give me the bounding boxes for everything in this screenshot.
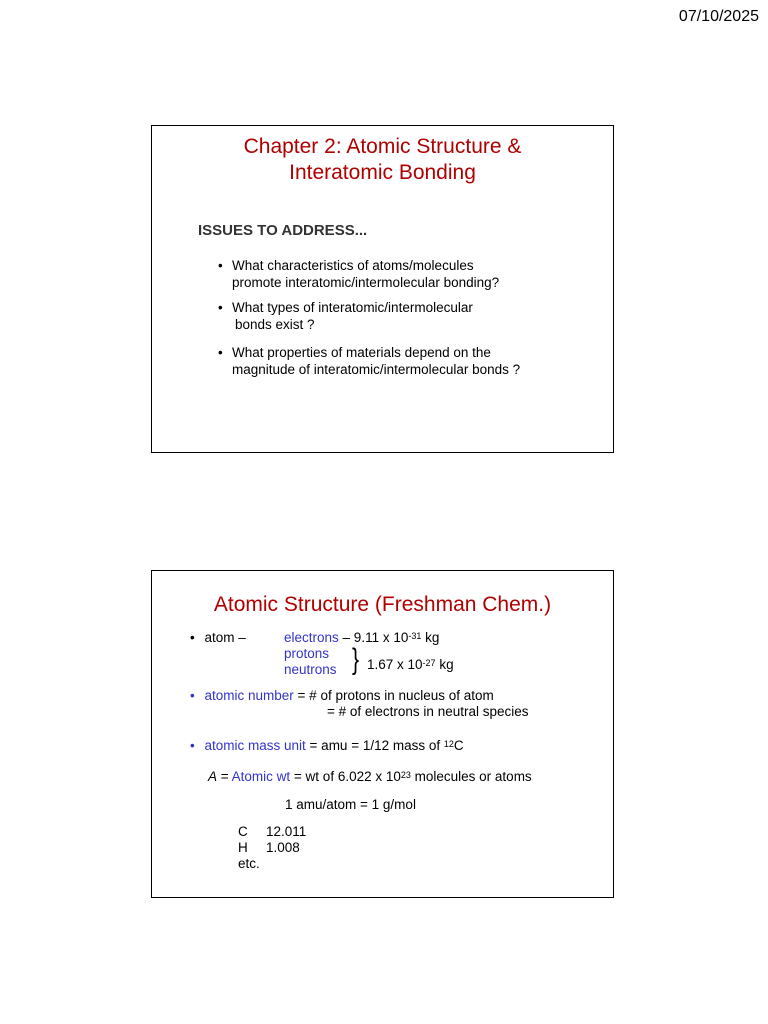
electrons-kg: kg [421, 630, 440, 645]
slide-1-title [152, 134, 613, 186]
element-mass: 1.008 [266, 840, 300, 855]
atomic-wt-line [208, 769, 532, 785]
carbon-symbol: C [453, 738, 464, 753]
electrons-line [284, 630, 439, 646]
question-line-2: magnitude of interatomic/intermolecular bonds ? [232, 362, 521, 377]
atomic-wt-label: Atomic wt [231, 769, 291, 784]
question-line-2: bonds exist ? [235, 317, 315, 332]
amu-line [190, 738, 464, 754]
question-item [218, 344, 520, 378]
atomic-number-def-2: = # of electrons in neutral species [327, 704, 529, 719]
bullet-icon: • [190, 738, 195, 753]
atomic-number-line [190, 688, 494, 704]
nucleon-mass-exponent: -27 [422, 658, 436, 668]
question-line-1: What types of interatomic/intermolecular [232, 300, 473, 315]
question-line-1: What properties of materials depend on the [232, 345, 491, 360]
slide-1-title-line-2: Interatomic Bonding [289, 161, 476, 184]
list-item [238, 840, 306, 856]
page-date: 07/10/2025 [678, 8, 759, 25]
nucleon-mass [367, 657, 454, 673]
bullet-icon: • [218, 345, 223, 360]
electrons-mass-exponent: -31 [408, 631, 422, 641]
electrons-label: electrons [284, 630, 339, 645]
question-line-2: promote interatomic/intermolecular bonding? [232, 275, 500, 290]
amu-mol-equivalence: 1 amu/atom = 1 g/mol [285, 797, 416, 812]
element-mass: 12.011 [266, 824, 307, 839]
slide-2-title: Atomic Structure (Freshman Chem.) [213, 593, 552, 616]
nucleon-mass-value: 1.67 x 10 [367, 657, 423, 672]
slide-2 [151, 570, 614, 898]
atomic-wt-tail: molecules or atoms [410, 769, 532, 784]
bullet-icon: • [190, 630, 195, 645]
atomic-number-label: atomic number [204, 688, 294, 703]
electrons-mass: – 9.11 x 10 [342, 630, 409, 645]
atomic-wt-eq: = [217, 769, 232, 784]
atomic-wt-def: = wt of 6.022 x 10 [290, 769, 401, 784]
atomic-number-def-1: = # of protons in nucleus of atom [293, 688, 494, 703]
neutrons-label: neutrons [284, 662, 337, 677]
question-item [218, 257, 499, 291]
nucleon-kg: kg [435, 657, 454, 672]
list-item [238, 824, 306, 840]
amu-label: atomic mass unit [204, 738, 306, 753]
amu-def: = amu = 1/12 mass of [305, 738, 444, 753]
bullet-icon: • [218, 300, 223, 315]
protons-label: protons [284, 646, 330, 661]
slide-1-title-line-1: Chapter 2: Atomic Structure & [243, 135, 522, 158]
question-line-1: What characteristics of atoms/molecules [232, 258, 474, 273]
brace-icon: } [352, 643, 360, 676]
element-symbol: H [238, 840, 248, 855]
avogadro-exponent: 23 [400, 770, 411, 780]
etc-text: etc. [238, 856, 260, 871]
element-list [238, 824, 306, 872]
slide-1 [151, 125, 614, 453]
atom-label: atom – [204, 630, 246, 645]
issues-heading: ISSUES TO ADDRESS... [198, 222, 368, 239]
atomic-wt-symbol: A [208, 769, 218, 784]
carbon-12-superscript: 12 [443, 739, 454, 749]
element-symbol: C [238, 824, 248, 839]
bullet-icon: • [218, 258, 223, 273]
atom-line [190, 630, 246, 646]
question-item [218, 299, 473, 333]
bullet-icon: • [190, 688, 195, 703]
